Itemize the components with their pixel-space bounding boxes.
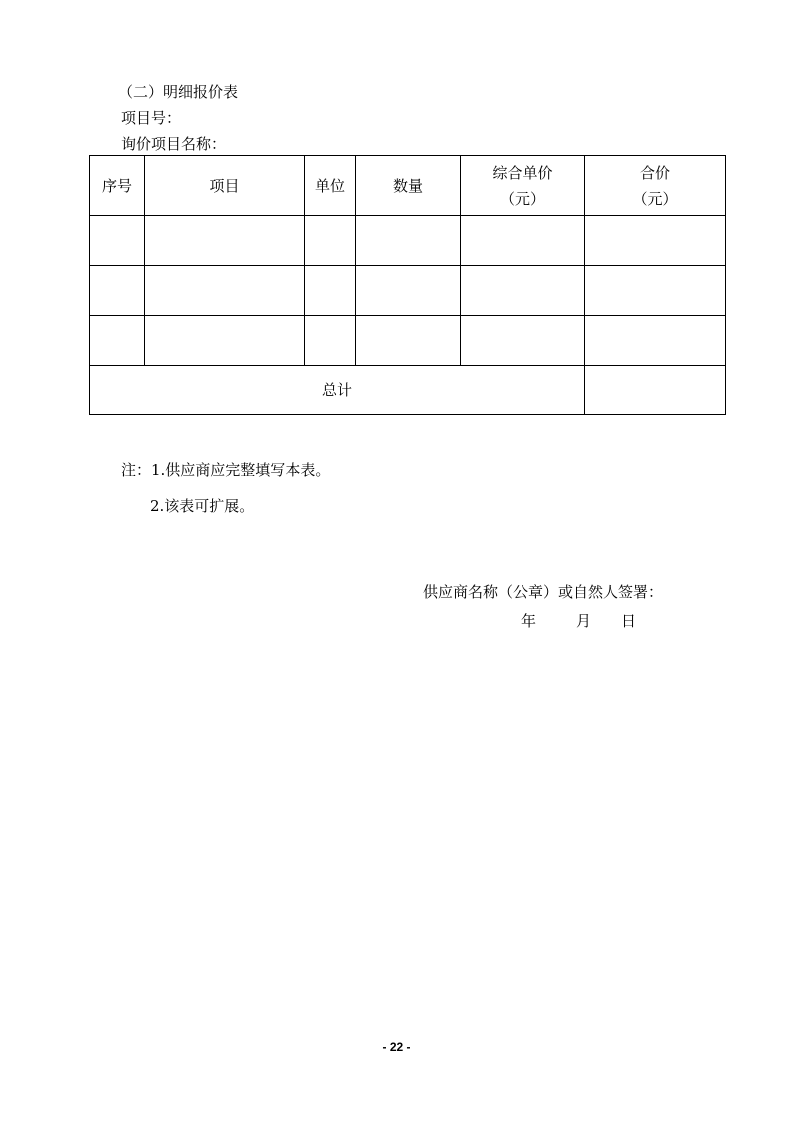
- cell-seq[interactable]: [90, 216, 145, 266]
- table-header-row: [90, 156, 726, 216]
- header-unit-price: [461, 156, 585, 216]
- cell-seq[interactable]: [90, 316, 145, 366]
- header-seq: 序号: [90, 156, 145, 216]
- cell-unit-price[interactable]: [461, 316, 585, 366]
- date-line: [521, 611, 636, 631]
- price-detail-table: [89, 155, 726, 415]
- cell-unit-price[interactable]: [461, 266, 585, 316]
- cell-unit[interactable]: [305, 266, 356, 316]
- table-row: [90, 216, 726, 266]
- cell-unit[interactable]: [305, 316, 356, 366]
- project-number-label: 项目号：: [121, 109, 182, 127]
- page-number: - 22 -: [382, 1040, 411, 1054]
- signature-label: 供应商名称（公章）或自然人签署：: [423, 583, 664, 601]
- cell-total-price[interactable]: [585, 216, 726, 266]
- header-total-price-currency: （元）: [632, 189, 678, 208]
- cell-total-price[interactable]: [585, 316, 726, 366]
- cell-seq[interactable]: [90, 266, 145, 316]
- cell-item[interactable]: [145, 316, 305, 366]
- cell-item[interactable]: [145, 216, 305, 266]
- cell-unit[interactable]: [305, 216, 356, 266]
- header-total-price: [585, 156, 726, 216]
- total-row: [90, 366, 726, 415]
- total-value-cell[interactable]: [585, 366, 726, 415]
- table-row: [90, 266, 726, 316]
- cell-total-price[interactable]: [585, 266, 726, 316]
- project-name-label: 询价项目名称：: [121, 135, 227, 153]
- cell-qty[interactable]: [356, 266, 461, 316]
- day-label: 日: [621, 612, 637, 630]
- header-total-price-label: 合价: [639, 163, 670, 182]
- month-label: 月: [576, 612, 592, 630]
- cell-item[interactable]: [145, 266, 305, 316]
- header-unit: 单位: [305, 156, 356, 216]
- note-1: 注：1.供应商应完整填写本表。: [121, 461, 331, 479]
- year-label: 年: [521, 612, 537, 630]
- header-item: 项目: [145, 156, 305, 216]
- cell-qty[interactable]: [356, 316, 461, 366]
- cell-unit-price[interactable]: [461, 216, 585, 266]
- header-qty: 数量: [356, 156, 461, 216]
- header-unit-price-currency: （元）: [499, 189, 545, 208]
- header-unit-price-label: 综合单价: [492, 163, 553, 182]
- total-label: 总计: [90, 366, 585, 415]
- note-2: 2.该表可扩展。: [150, 497, 255, 515]
- section-heading: （二）明细报价表: [118, 83, 239, 101]
- table-row: [90, 316, 726, 366]
- cell-qty[interactable]: [356, 216, 461, 266]
